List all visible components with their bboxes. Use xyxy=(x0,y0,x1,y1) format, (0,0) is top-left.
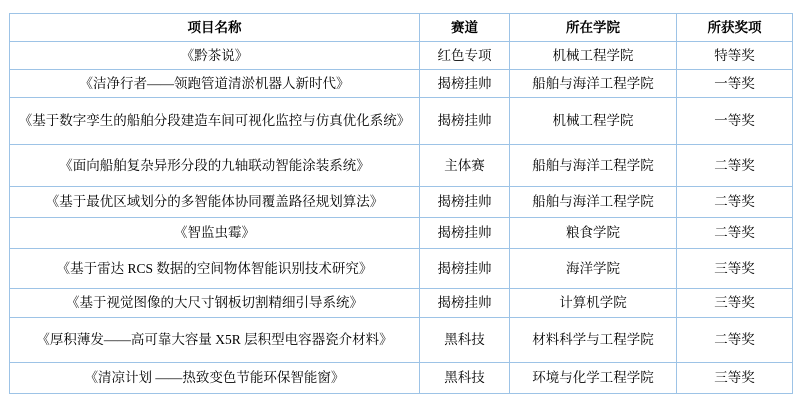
award-cell: 三等奖 xyxy=(677,289,793,318)
award-cell: 三等奖 xyxy=(677,363,793,394)
project-cell: 《基于雷达 RCS 数据的空间物体智能识别技术研究》 xyxy=(10,249,420,289)
header-row xyxy=(10,14,793,42)
award-cell: 二等奖 xyxy=(677,145,793,187)
project-cell: 《洁净行者——领跑管道清淤机器人新时代》 xyxy=(10,70,420,98)
college-cell: 船舶与海洋工程学院 xyxy=(510,70,677,98)
project-cell: 《清凉计划 ——热致变色节能环保智能窗》 xyxy=(10,363,420,394)
track-cell: 揭榜挂帅 xyxy=(420,289,510,318)
track-cell: 揭榜挂帅 xyxy=(420,218,510,249)
college-cell: 机械工程学院 xyxy=(510,98,677,145)
track-cell: 黑科技 xyxy=(420,363,510,394)
project-cell: 《智监虫霉》 xyxy=(10,218,420,249)
track-cell: 揭榜挂帅 xyxy=(420,187,510,218)
award-cell: 二等奖 xyxy=(677,218,793,249)
table-row xyxy=(10,98,793,145)
award-cell: 一等奖 xyxy=(677,98,793,145)
track-cell: 黑科技 xyxy=(420,318,510,363)
column-header-award: 所获奖项 xyxy=(677,14,793,42)
award-cell: 三等奖 xyxy=(677,249,793,289)
award-cell: 特等奖 xyxy=(677,42,793,70)
table-row xyxy=(10,145,793,187)
college-cell: 材料科学与工程学院 xyxy=(510,318,677,363)
college-cell: 船舶与海洋工程学院 xyxy=(510,187,677,218)
table-row xyxy=(10,363,793,394)
project-cell: 《基于最优区域划分的多智能体协同覆盖路径规划算法》 xyxy=(10,187,420,218)
table-row xyxy=(10,70,793,98)
track-cell: 揭榜挂帅 xyxy=(420,249,510,289)
college-cell: 船舶与海洋工程学院 xyxy=(510,145,677,187)
college-cell: 粮食学院 xyxy=(510,218,677,249)
college-cell: 计算机学院 xyxy=(510,289,677,318)
award-cell: 一等奖 xyxy=(677,70,793,98)
track-cell: 揭榜挂帅 xyxy=(420,70,510,98)
college-cell: 海洋学院 xyxy=(510,249,677,289)
table-row xyxy=(10,42,793,70)
college-cell: 机械工程学院 xyxy=(510,42,677,70)
column-header-project: 项目名称 xyxy=(10,14,420,42)
table-row xyxy=(10,218,793,249)
project-cell: 《面向船舶复杂异形分段的九轴联动智能涂装系统》 xyxy=(10,145,420,187)
track-cell: 红色专项 xyxy=(420,42,510,70)
project-cell: 《厚积薄发——高可靠大容量 X5R 层积型电容器瓷介材料》 xyxy=(10,318,420,363)
table-header xyxy=(10,14,793,42)
table-row xyxy=(10,318,793,363)
column-header-track: 赛道 xyxy=(420,14,510,42)
project-cell: 《黔茶说》 xyxy=(10,42,420,70)
awards-table-body xyxy=(10,42,793,394)
award-cell: 二等奖 xyxy=(677,187,793,218)
track-cell: 主体赛 xyxy=(420,145,510,187)
track-cell: 揭榜挂帅 xyxy=(420,98,510,145)
project-cell: 《基于数字孪生的船舶分段建造车间可视化监控与仿真优化系统》 xyxy=(10,98,420,145)
award-cell: 二等奖 xyxy=(677,318,793,363)
table-row xyxy=(10,249,793,289)
table-row xyxy=(10,187,793,218)
table-row xyxy=(10,289,793,318)
project-cell: 《基于视觉图像的大尺寸钢板切割精细引导系统》 xyxy=(10,289,420,318)
awards-table xyxy=(9,13,793,394)
column-header-college: 所在学院 xyxy=(510,14,677,42)
college-cell: 环境与化学工程学院 xyxy=(510,363,677,394)
